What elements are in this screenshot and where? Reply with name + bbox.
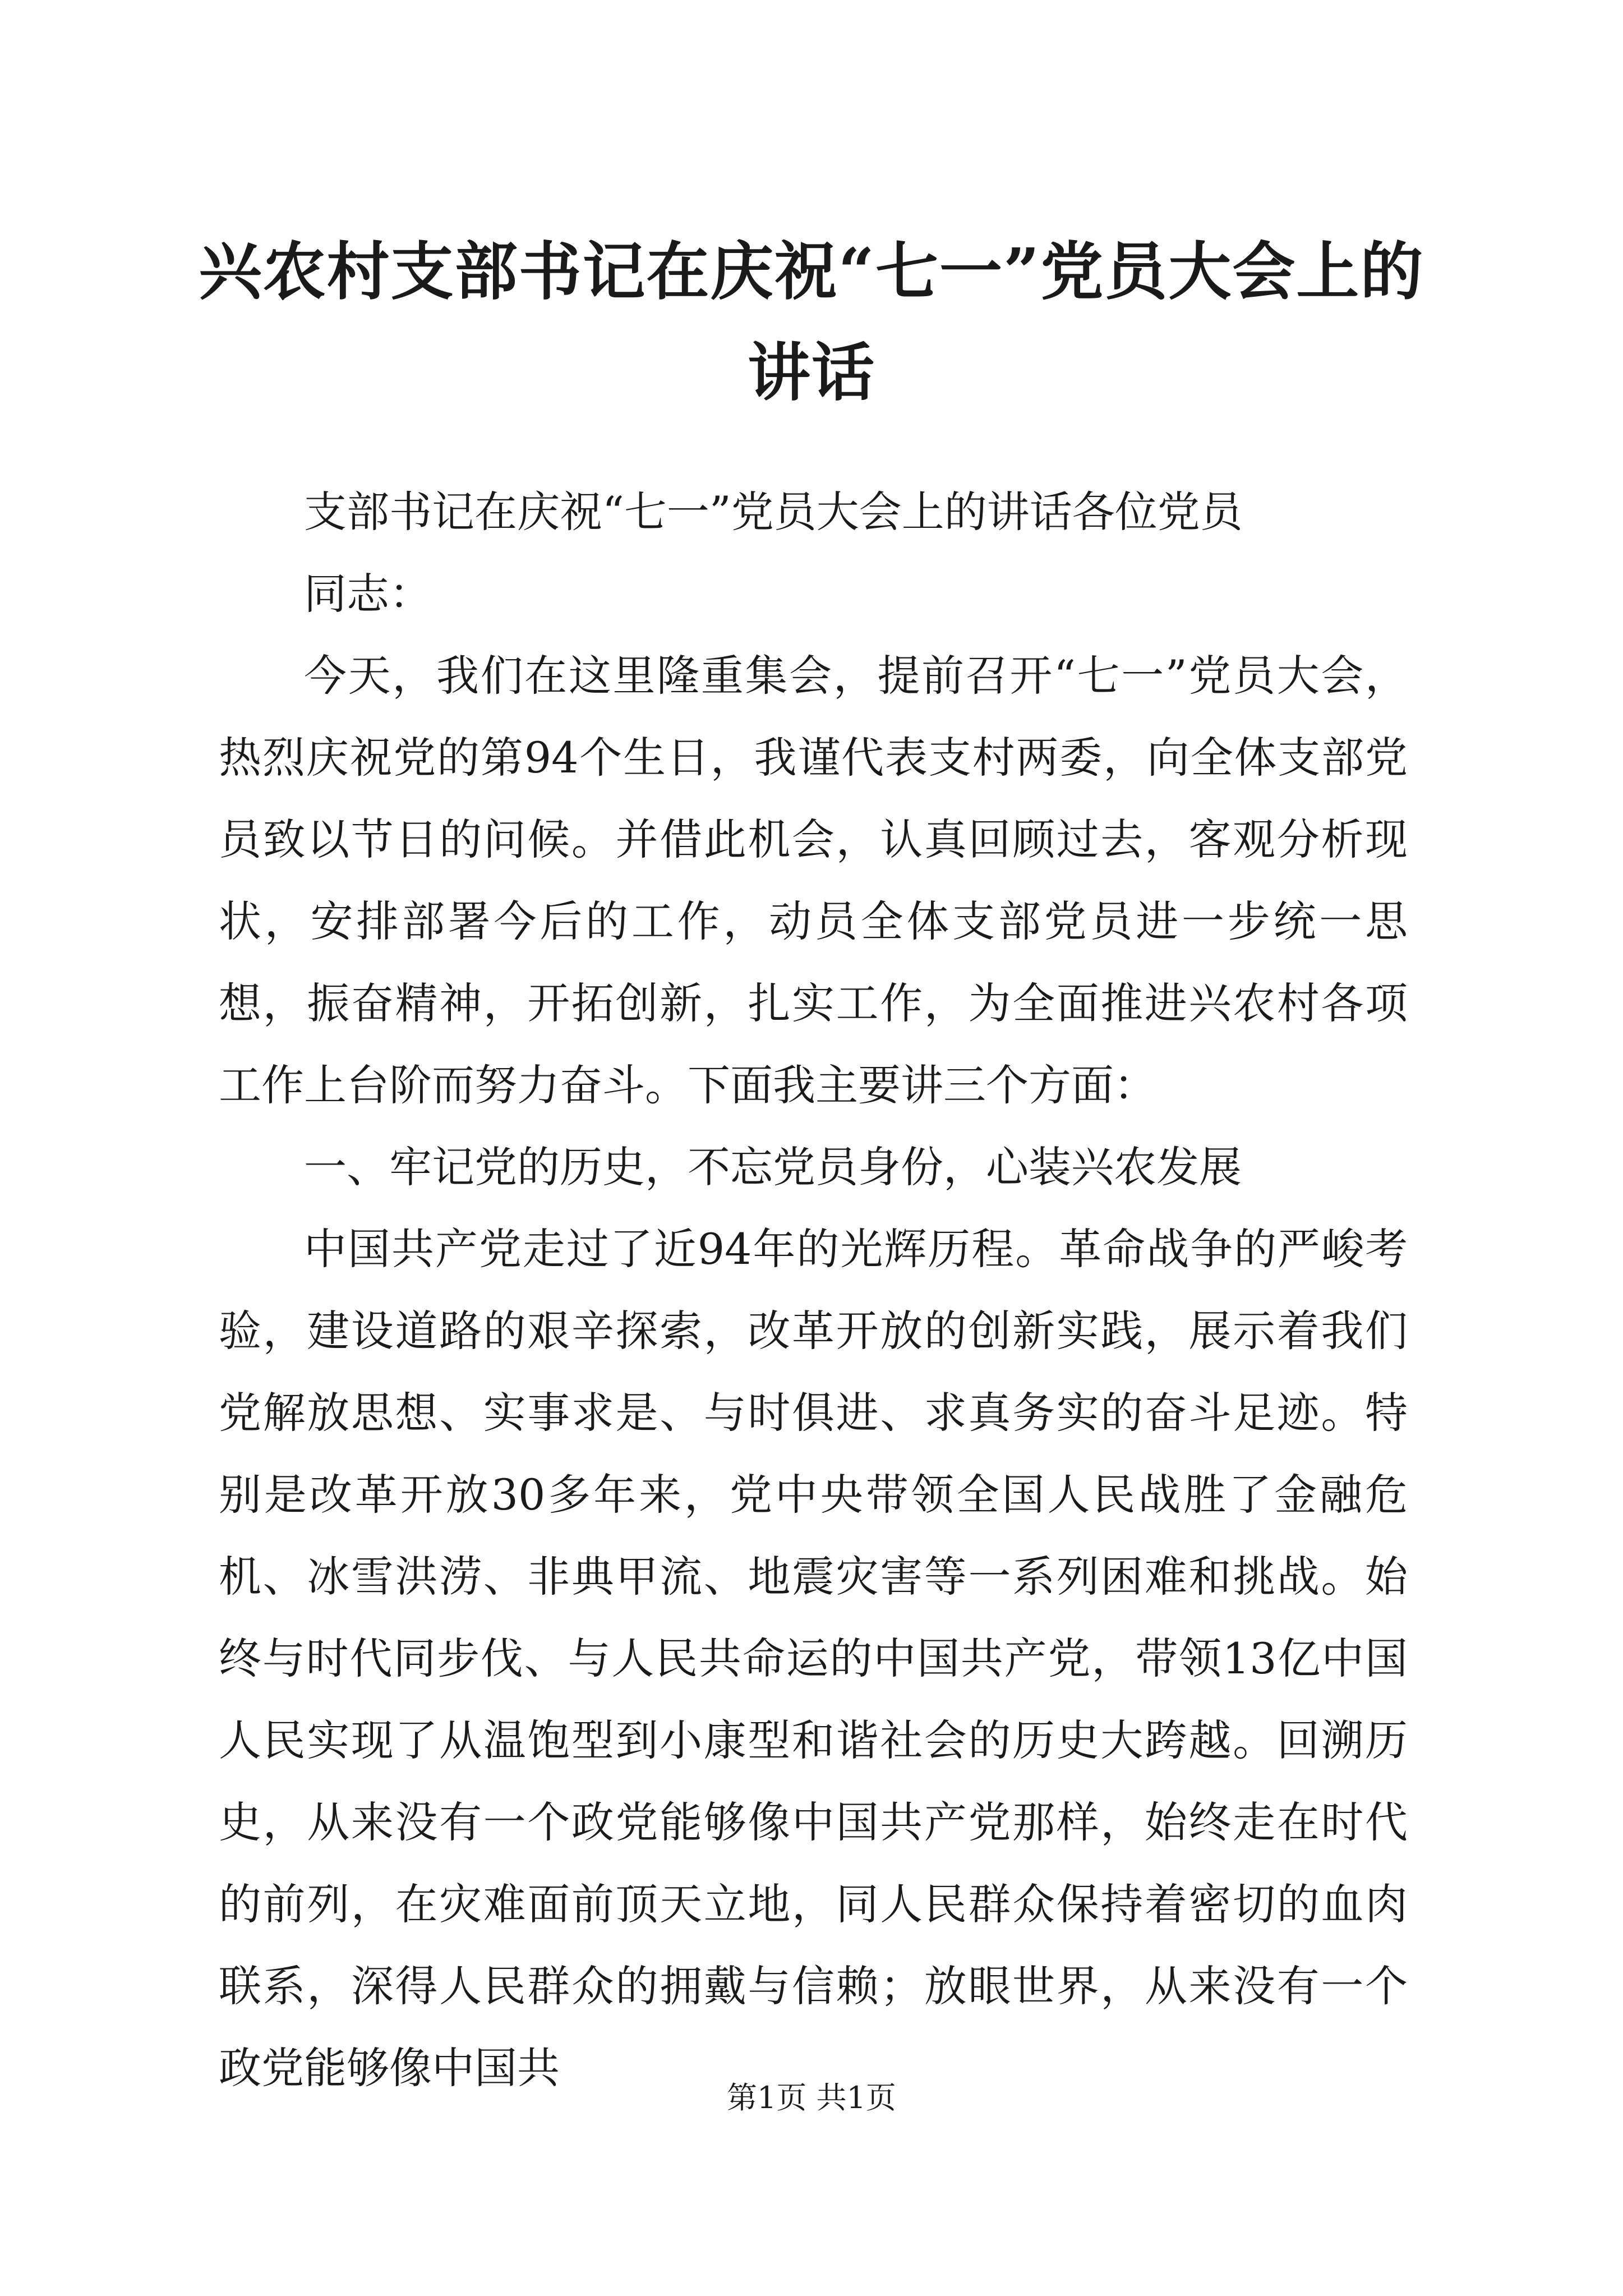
page-number-footer: 第1页 共1页 bbox=[727, 2080, 896, 2115]
document-title-line-2: 讲话 bbox=[748, 336, 875, 409]
document-title bbox=[168, 222, 1455, 424]
section-heading-1: 一、牢记党的历史，不忘党员身份，心装兴农发展 bbox=[304, 1142, 1242, 1192]
body-paragraph-subtitle: 支部书记在庆祝“七一”党员大会上的讲话各位党员 bbox=[304, 487, 1243, 537]
document-title-line-1: 兴农村支部书记在庆祝“七一”党员大会上的 bbox=[199, 235, 1424, 309]
body-paragraph-salutation: 同志： bbox=[304, 569, 432, 619]
body-paragraph-opening: 今天，我们在这里隆重集会，提前召开“七一”党员大会，热烈庆祝党的第94个生日，我谨代表支村两委，向全体支部党员致以节日的问候。并借此机会，认真回顾过去，客观分析现状，安排部署今后的工作，动员全体支部党员进一步统一思想，振奋精神，开拓创新，扎实工作，为全面推进兴农村各项工作上台阶而努力奋斗。下面我主要讲三个方面： bbox=[219, 651, 1408, 1110]
body-paragraph-history: 中国共产党走过了近94年的光辉历程。革命战争的严峻考验，建设道路的艰辛探索，改革开放的创新实践，展示着我们党解放思想、实事求是、与时俱进、求真务实的奋斗足迹。特别是改革开放30多年来，党中央带领全国人民战胜了金融危机、冰雪洪涝、非典甲流、地震灾害等一系列困难和挑战。始终与时代同步伐、与人民共命运的中国共产党，带领13亿中国人民实现了从温饱型到小康型和谐社会的历史大跨越。回溯历史，从来没有一个政党能够像中国共产党那样，始终走在时代的前列，在灾难面前顶天立地，同人民群众保持着密切的血肉联系，深得人民群众的拥戴与信赖；放眼世界，从来没有一个政党能够像中国共 bbox=[219, 1224, 1408, 2093]
document-body bbox=[219, 471, 1408, 2109]
